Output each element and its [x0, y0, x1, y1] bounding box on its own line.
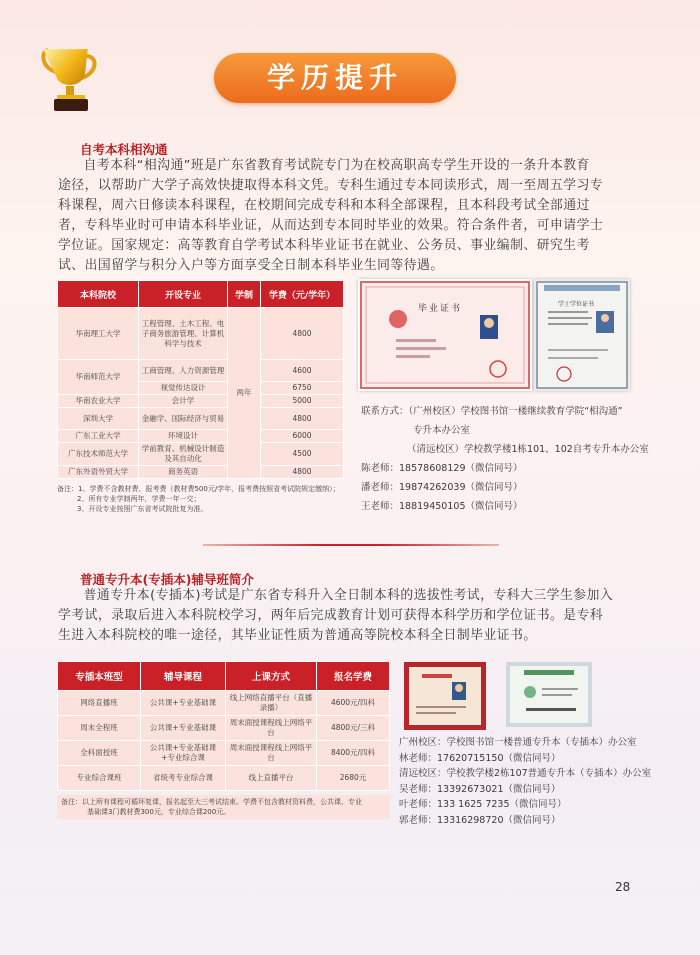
table-cell: 广东工业大学 — [58, 430, 139, 443]
table-cell: 4800元/三科 — [317, 716, 390, 741]
section1-title: 自考本科相沟通 — [80, 142, 168, 157]
table-cell: 省统考专业综合课 — [141, 766, 226, 791]
contact-teacher: 王老师：18819450105（微信同号） — [361, 501, 523, 512]
graduation-certificate-image — [358, 279, 532, 391]
section2-line: 学考试，录取后进入本科院校学习，两年后完成教育计划可获得本科学历和学位证书。是专科 — [58, 608, 604, 623]
page-number: 28 — [615, 880, 631, 894]
table-cell: 全科面授班 — [58, 741, 141, 766]
section1-paragraph — [58, 156, 640, 276]
table-cell: 线上直播平台 — [226, 766, 317, 791]
col-header: 开设专业 — [139, 281, 228, 308]
table-cell: 会计学 — [139, 395, 228, 408]
contact-teacher: 潘老师：19874262039（微信同号） — [361, 482, 523, 493]
contact-teacher: 陈老师：18578608129（微信同号） — [361, 463, 523, 474]
table-cell: 4600元/四科 — [317, 691, 390, 716]
table2-notes — [57, 795, 390, 819]
degree-certificate-image — [506, 662, 592, 727]
contact-line: （清远校区）学校教学楼1栋101、102自考专升本办公室 — [407, 444, 649, 455]
table-cell: 4800 — [261, 466, 344, 479]
table-cell: 2680元 — [317, 766, 390, 791]
contact-line: 林老师：17620715150（微信同号） — [399, 752, 561, 764]
section1-line: 途径，以帮助广大学子高效快捷取得本科文凭。专科生通过专本同读形式，周一至周五学习专 — [58, 178, 604, 193]
table-cell: 金融学、国际经济与贸易 — [139, 408, 228, 430]
table-cell: 华南农业大学 — [58, 395, 139, 408]
table-notes — [57, 484, 352, 514]
note-line: 2、所有专业学制两年，学费一年一交； — [77, 495, 201, 503]
section2-contact — [399, 735, 689, 828]
table-cell: 周末全程班 — [58, 716, 141, 741]
section1-line: 者，专科毕业时可申请本科毕业证，从而达到专本同时毕业的效果。符合条件者，可申请学士 — [58, 218, 604, 233]
table-cell: 周末面授课程线上网络平台 — [226, 741, 317, 766]
table-cell: 周末面授课程线上网络平台 — [226, 716, 317, 741]
note-line: 3、开设专业按照广东省考试院批复为准。 — [77, 505, 208, 513]
table-cell: 两年 — [228, 308, 261, 479]
table-cell: 视觉传达设计 — [139, 382, 228, 395]
contact-line: 叶老师：133 1625 7235（微信同号） — [399, 799, 567, 810]
contact-line: 清远校区：学校教学楼2栋107普通专升本（专插本）办公室 — [399, 768, 652, 779]
col-header: 学费（元/学年） — [261, 281, 344, 308]
table-cell: 5000 — [261, 395, 344, 408]
section2-line: 普通专升本(专插本)考试是广东省专科升入全日制本科的选拔性考试，专科大三学生参加入 — [83, 588, 614, 603]
table-cell: 公共课+专业基础课 — [141, 716, 226, 741]
table-cell: 线上网络直播平台（直播 录播） — [226, 691, 317, 716]
section2-title: 普通专升本(专插本)辅导班简介 — [80, 572, 254, 587]
table-cell: 深圳大学 — [58, 408, 139, 430]
table-cell: 华南师范大学 — [58, 360, 139, 395]
section1-line: 试、出国留学与积分入户等方面享受全日制本科毕业生同等待遇。 — [58, 258, 444, 273]
note-line: 基础课3门教材费300元，专业综合课200元。 — [87, 808, 231, 816]
col-header: 专插本班型 — [58, 662, 141, 691]
table-cell: 专业综合课班 — [58, 766, 141, 791]
table-cell: 广东外语外贸大学 — [58, 466, 139, 479]
section-divider — [203, 544, 499, 546]
degree-certificate-image — [534, 279, 630, 391]
section2-paragraph — [58, 586, 640, 646]
section2-line: 生进入本科院校的唯一途径，其毕业证性质为普通高等院校本科全日制毕业证书。 — [58, 628, 537, 643]
section1-line: 学位证。国家规定：高等教育自学考试本科毕业证书在就业、公务员、事业编制、研究生考 — [58, 238, 590, 253]
note-line: 备注：以上所有课程可循环复课，报名起至大三考试结束。学费不包含教材资料费，公共课、专业 — [61, 798, 362, 806]
graduation-certificate-image — [404, 662, 486, 730]
col-header: 报名学费 — [317, 662, 390, 691]
prep-class-table — [57, 661, 390, 791]
contact-line: 联系方式：（广州校区）学校图书馆一楼继续教育学院“相沟通” — [361, 406, 623, 417]
table-cell: 华南理工大学 — [58, 308, 139, 360]
table-cell: 环境设计 — [139, 430, 228, 443]
table-cell: 学前教育、机械设计制造及其自动化 — [139, 443, 228, 466]
section1-contact — [361, 402, 681, 516]
table-cell: 4800 — [261, 408, 344, 430]
table-cell: 公共课+专业基础课 — [141, 691, 226, 716]
contact-line: 专升本办公室 — [413, 425, 471, 436]
section1-line: 科课程，周六日修读本科课程，在校期间完成专科和本科全部课程，且本科段考试全部通过 — [58, 198, 590, 213]
contact-line: 吴老师：13392673021（微信同号） — [399, 783, 561, 795]
table-cell: 6750 — [261, 382, 344, 395]
table-cell: 8400元/四科 — [317, 741, 390, 766]
contact-line: 郭老师：13316298720（微信同号） — [399, 814, 561, 826]
page-title: 学历提升 — [214, 53, 456, 103]
table-cell: 广东技术师范大学 — [58, 443, 139, 466]
table-cell: 公共课+专业基础课+专业综合课 — [141, 741, 226, 766]
undergrad-table — [57, 280, 344, 479]
table-cell: 工程管理、土木工程、电子商务旅游管理、计算机科学与技术 — [139, 308, 228, 360]
col-header: 辅导课程 — [141, 662, 226, 691]
table-cell: 网络直播班 — [58, 691, 141, 716]
col-header: 学制 — [228, 281, 261, 308]
section1-line: 自考本科“相沟通”班是广东省教育考试院专门为在校高职高专学生开设的一条升本教育 — [83, 158, 590, 173]
trophy-icon — [40, 42, 102, 114]
note-line: 备注：1、学费不含教材费、报考费（教材费500元/学年，报考费按照省考试院规定缴纳）； — [57, 485, 340, 493]
col-header: 本科院校 — [58, 281, 139, 308]
table-cell: 工商管理、人力资源管理 — [139, 360, 228, 382]
certificate-caption: 毕业证书 — [418, 304, 463, 314]
contact-line: 广州校区：学校图书馆一楼普通专升本（专插本）办公室 — [399, 737, 637, 748]
table-cell: 6000 — [261, 430, 344, 443]
table-cell: 商务英语 — [139, 466, 228, 479]
col-header: 上课方式 — [226, 662, 317, 691]
table-cell: 4600 — [261, 360, 344, 382]
certificate-caption: 学士学位证书 — [558, 301, 595, 308]
table-cell: 4800 — [261, 308, 344, 360]
table-cell: 4500 — [261, 443, 344, 466]
